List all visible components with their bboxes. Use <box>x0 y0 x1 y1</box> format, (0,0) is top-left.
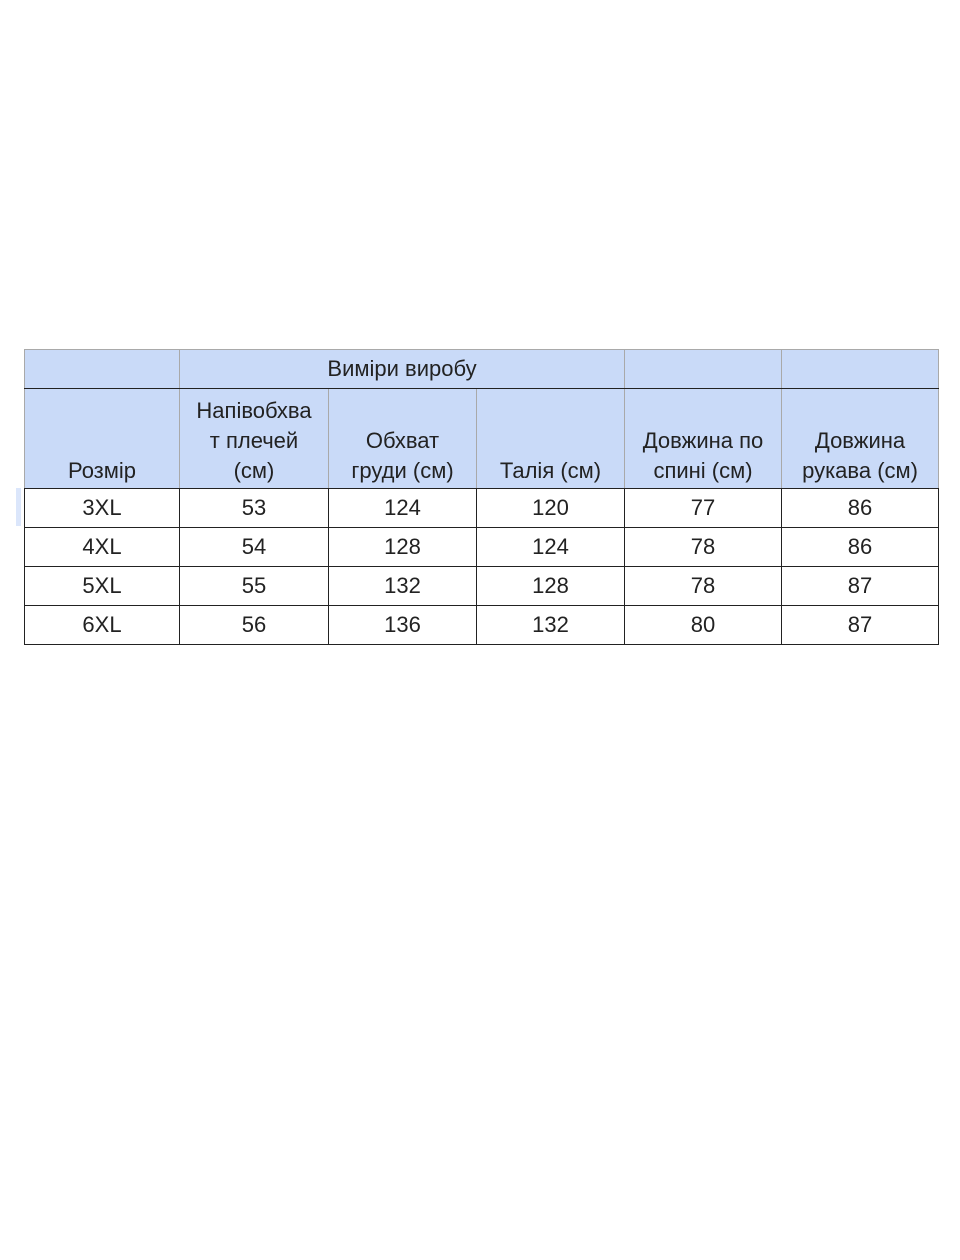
column-header-shoulders: Напівобхва т плечей (см) <box>180 389 329 489</box>
group-header-label: Виміри виробу <box>327 356 477 381</box>
table-cell: 54 <box>180 528 329 567</box>
table-cell: 86 <box>782 489 939 528</box>
group-header-empty-cell <box>25 350 180 389</box>
table-cell: 120 <box>477 489 625 528</box>
table-row <box>25 606 939 645</box>
table-cell: 6XL <box>25 606 180 645</box>
group-header-empty-cell <box>782 350 939 389</box>
table-cell: 4XL <box>25 528 180 567</box>
table-cell: 5XL <box>25 567 180 606</box>
row-selection-marker <box>16 488 21 526</box>
column-header-back-length: Довжина по спині (см) <box>625 389 782 489</box>
table-cell: 77 <box>625 489 782 528</box>
table-cell: 53 <box>180 489 329 528</box>
column-header-sleeve-length: Довжина рукава (см) <box>782 389 939 489</box>
table-cell: 128 <box>477 567 625 606</box>
table-row <box>25 489 939 528</box>
column-header-size: Розмір <box>25 389 180 489</box>
column-header-waist: Талія (см) <box>477 389 625 489</box>
table-cell: 128 <box>329 528 477 567</box>
group-header-cell <box>180 350 625 389</box>
table-cell: 124 <box>329 489 477 528</box>
table-cell: 87 <box>782 567 939 606</box>
table-cell: 3XL <box>25 489 180 528</box>
table-cell: 86 <box>782 528 939 567</box>
table-cell: 56 <box>180 606 329 645</box>
column-header-chest: Обхват груди (см) <box>329 389 477 489</box>
column-header-row <box>25 389 939 489</box>
table-cell: 87 <box>782 606 939 645</box>
table-cell: 78 <box>625 567 782 606</box>
table-cell: 78 <box>625 528 782 567</box>
table-cell: 124 <box>477 528 625 567</box>
size-chart-table <box>24 349 939 645</box>
group-header-empty-cell <box>625 350 782 389</box>
table-row <box>25 567 939 606</box>
table-cell: 80 <box>625 606 782 645</box>
table-cell: 55 <box>180 567 329 606</box>
table-row <box>25 528 939 567</box>
group-header-row <box>25 350 939 389</box>
table-cell: 132 <box>329 567 477 606</box>
table-cell: 132 <box>477 606 625 645</box>
table-cell: 136 <box>329 606 477 645</box>
